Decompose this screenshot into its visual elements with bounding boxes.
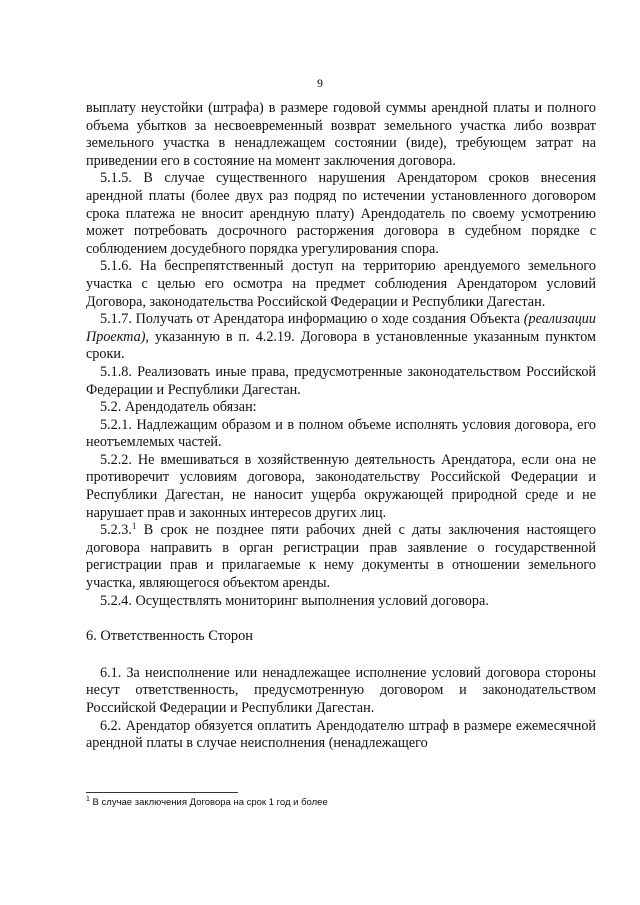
page-number: 9 [317,76,323,90]
paragraph-5-2-2: 5.2.2. Не вмешиваться в хозяйственную деятельность Арендатора, если она не противоречит условиям договора, законодательству Российской Федерации и Республики Дагестан, не наносит ущерба окружающей природной среде и не нарушает прав и законных интересов других лиц. [86,451,596,521]
paragraph-5-1-7 [86,311,596,364]
footnote [86,797,328,808]
section-heading: 6. Ответственность Сторон [86,628,253,645]
footnote-text: В случае заключения Договора на срок 1 год и более [89,797,328,808]
paragraph-5-1-7-start: 5.1.7. Получать от Арендатора информацию о ходе создания Объекта [100,311,524,328]
paragraph-5-1-8: 5.1.8. Реализовать иные права, предусмотренные законодательством Российской Федерации и Республики Дагестан. [86,363,596,398]
paragraph-5-1-7-italic: (реализации Проекта) [86,311,596,345]
paragraph-5-2-3 [86,522,596,592]
paragraph-5-1-6: 5.1.6. На беспрепятственный доступ на территорию арендуемого земельного участка с целью его осмотра на предмет соблюдения Арендатором условий Договора, законодательства Российской Федерации и Республики Дагестан. [86,258,596,310]
footnote-marker: 1 [86,796,90,803]
footnote-reference: 1 [131,521,137,532]
document-body [86,100,596,753]
paragraph-6-1: 6.1. За неисполнение или ненадлежащее исполнение условий договора стороны несут ответственность, предусмотренную договором и законодательством Российской Федерации и Республики Дагестан. [86,664,596,716]
paragraph-5-1-7-end: , указанную в п. 4.2.19. Договора в установленные указанным пунктом сроки. [86,328,596,363]
footnote-divider [86,792,238,793]
paragraph-5-2: 5.2. Арендодатель обязан: [100,399,257,416]
paragraph-5-2-3-number: 5.2.3. [100,522,132,539]
paragraph-5-2-3-text: В срок не позднее пяти рабочих дней с даты заключения настоящего договора направить в орган регистрации прав заявление о государственной регистрации прав и прилагаемые к нему документы в отношении земельного участка, являющегося объектом аренды. [86,522,596,592]
paragraph-5-2-1: 5.2.1. Надлежащим образом и в полном объеме исполнять условия договора, его неотъемлемых частей. [86,416,596,451]
paragraph-penalty-continuation: выплату неустойки (штрафа) в размере годовой суммы арендной платы и полного объема убытков за несвоевременный возврат земельного участка либо возврат земельного участка в ненадлежащем состоянии (виде), требующем затрат на приведении его в состояние на момент заключения договора. [86,100,596,169]
paragraph-6-2: 6.2. Арендатор обязуется оплатить Арендодателю штраф в размере ежемесячной арендной платы в случае неисполнения (ненадлежащего [86,717,596,752]
paragraph-5-1-5: 5.1.5. В случае существенного нарушения Арендатором сроков внесения арендной платы (более двух раз подряд по истечении установленного договором срока платежа не вносит арендную плату) Арендодатель по своему усмотрению может потребовать досрочного расторжения договора в судебном порядке с соблюдением досудебного порядка урегулирования спора. [86,170,596,257]
paragraph-5-2-4: 5.2.4. Осуществлять мониторинг выполнения условий договора. [100,592,489,609]
